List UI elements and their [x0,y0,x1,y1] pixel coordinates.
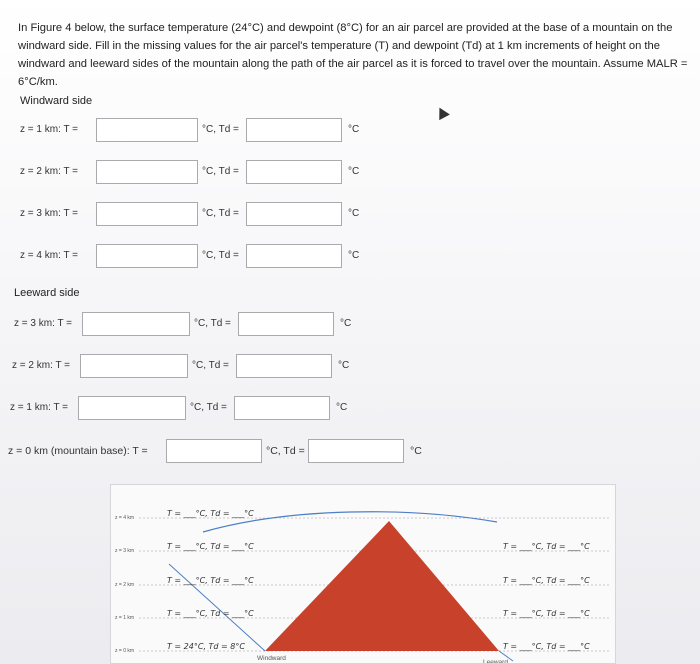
windward-2km-temperature-input[interactable] [96,160,198,184]
row-dewpoint-label: °C, Td = [202,250,239,261]
windward-3km-dewpoint-input[interactable] [246,202,342,226]
row-label: z = 2 km: T = [20,166,78,177]
row-unit: °C [348,166,360,177]
row-unit: °C [336,402,348,413]
base-row-0km [8,439,438,465]
row-dewpoint-label: °C, Td = [192,360,229,371]
leeward-3km-temperature-input[interactable] [82,312,190,336]
row-label: z = 1 km: T = [10,402,68,413]
leeward-row-1km [10,396,350,422]
mountain-shape [265,521,499,651]
base-dewpoint-input[interactable] [308,439,404,463]
row-dewpoint-label: °C, Td = [266,445,305,457]
windward-2km-blank: T = ___°C, Td = ___°C [167,576,254,585]
row-dewpoint-label: °C, Td = [190,402,227,413]
windward-caption: Windward [257,655,286,662]
row-unit: °C [410,445,422,457]
height-label-4km: z = 4 km [115,515,135,521]
row-unit: °C [340,318,352,329]
windward-row-2km [20,160,360,186]
row-label: z = 3 km: T = [14,318,72,329]
row-label: z = 4 km: T = [20,250,78,261]
windward-3km-blank: T = ___°C, Td = ___°C [167,542,254,551]
base-temperature-input[interactable] [166,439,262,463]
height-label-0km: z = 0 km [115,648,135,654]
leeward-1km-dewpoint-input[interactable] [234,396,330,420]
windward-4km-blank: T = ___°C, Td = ___°C [167,509,254,518]
leeward-2km-temperature-input[interactable] [80,354,188,378]
windward-3km-temperature-input[interactable] [96,202,198,226]
row-label: z = 0 km (mountain base): T = [8,445,148,457]
windward-1km-dewpoint-input[interactable] [246,118,342,142]
question-intro: In Figure 4 below, the surface temperature (24°C) and dewpoint (8°C) for an air parcel are provided at the base of a mountain on the windward side. Fill in the missing values for the air parcel's temperature (T) and dewpoint (Td) at 1 km increments of height on the windward and leeward sides of the mountain along the path of the air parcel as it is forced to travel over the mountain. Assume MALR = 6°C/km. [18,22,688,88]
leeward-row-2km [12,354,352,380]
windward-1km-blank: T = ___°C, Td = ___°C [167,609,254,618]
windward-2km-dewpoint-input[interactable] [246,160,342,184]
leeward-1km-temperature-input[interactable] [78,396,186,420]
leeward-caption: Leeward [483,659,508,664]
row-unit: °C [338,360,350,371]
windward-1km-temperature-input[interactable] [96,118,198,142]
row-label: z = 1 km: T = [20,124,78,135]
row-dewpoint-label: °C, Td = [194,318,231,329]
leeward-2km-blank: T = ___°C, Td = ___°C [503,576,590,585]
row-dewpoint-label: °C, Td = [202,208,239,219]
windward-4km-temperature-input[interactable] [96,244,198,268]
row-dewpoint-label: °C, Td = [202,124,239,135]
windward-row-1km [20,118,360,144]
height-label-1km: z = 1 km [115,615,135,621]
base-given-values: T = 24°C, Td = 8°C [167,642,245,651]
windward-4km-dewpoint-input[interactable] [246,244,342,268]
windward-row-3km [20,202,360,228]
row-unit: °C [348,250,360,261]
height-label-2km: z = 2 km [115,582,135,588]
leeward-3km-dewpoint-input[interactable] [238,312,334,336]
windward-side-heading: Windward side [20,95,93,107]
leeward-side-heading: Leeward side [14,287,80,299]
leeward-1km-blank: T = ___°C, Td = ___°C [503,609,590,618]
row-dewpoint-label: °C, Td = [202,166,239,177]
row-label: z = 3 km: T = [20,208,78,219]
leeward-2km-dewpoint-input[interactable] [236,354,332,378]
height-label-3km: z = 3 km [115,548,135,554]
leeward-0km-blank: T = ___°C, Td = ___°C [503,642,590,651]
leeward-row-3km [14,312,354,338]
row-unit: °C [348,124,360,135]
row-label: z = 2 km: T = [12,360,70,371]
leeward-3km-blank: T = ___°C, Td = ___°C [503,542,590,551]
mountain-figure [110,484,616,664]
row-unit: °C [348,208,360,219]
windward-row-4km [20,244,360,270]
